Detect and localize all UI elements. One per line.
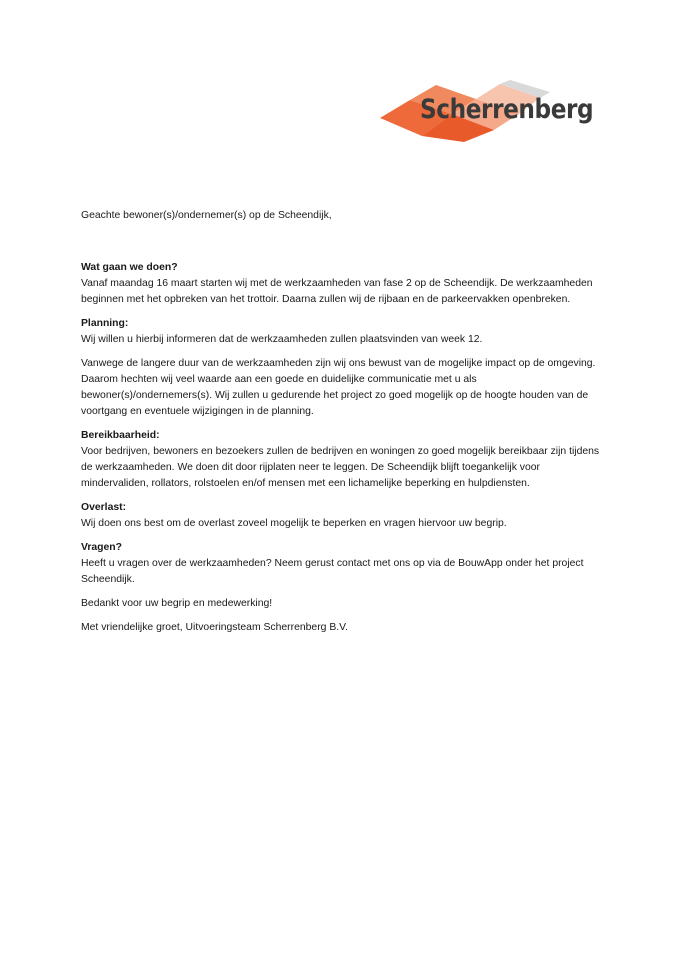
section-bereikbaarheid [81, 428, 601, 492]
section-heading: Planning: [81, 318, 129, 329]
thanks-line: Bedankt voor uw begrip en medewerking! [81, 598, 273, 609]
section-wat-gaan-we-doen [81, 260, 601, 308]
section-planning [81, 316, 601, 420]
logo-wordmark: Scherrenberg [420, 94, 594, 125]
salutation: Geachte bewoner(s)/ondernemer(s) op de Scheendijk, [81, 210, 332, 221]
section-paragraph: Wij willen u hierbij informeren dat de werkzaamheden zullen plaatsvinden van week 12. [81, 334, 483, 345]
closing-line: Met vriendelijke groet, Uitvoeringsteam Scherrenberg B.V. [81, 622, 349, 633]
letter-body [81, 208, 601, 644]
section-paragraph: Voor bedrijven, bewoners en bezoekers zullen de bedrijven en woningen zo goed mogelijk bereikbaar zijn tijdens de werkzaamheden. We doen dit door rijplaten neer te leggen. De Scheendijk blijft toegankelijk voor mindervaliden, rollators, rolstoelen en/of mensen met een lichamelijke beperking en hulpdiensten. [81, 446, 600, 489]
section-vragen [81, 540, 601, 588]
section-heading: Vragen? [81, 542, 122, 553]
section-overlast [81, 500, 601, 532]
section-paragraph: Vanwege de langere duur van de werkzaamheden zijn wij ons bewust van de mogelijke impact op de omgeving. Daarom hechten wij veel waarde aan een goede en duidelijke communicatie met u als bewoner(s)/ondernemers(s). Wij zullen u gedurende het project zo goed mogelijk op de hoogte houden van de voortgang en eventuele wijzigingen in de planning. [81, 358, 596, 417]
section-heading: Bereikbaarheid: [81, 430, 160, 441]
section-paragraph: Heeft u vragen over de werkzaamheden? Neem gerust contact met ons op via de BouwApp onder het project Scheendijk. [81, 558, 584, 585]
section-heading: Wat gaan we doen? [81, 262, 178, 273]
company-logo [380, 80, 594, 142]
section-heading: Overlast: [81, 502, 127, 513]
section-paragraph: Wij doen ons best om de overlast zoveel mogelijk te beperken en vragen hiervoor uw begrip. [81, 518, 507, 529]
section-paragraph: Vanaf maandag 16 maart starten wij met de werkzaamheden van fase 2 op de Scheendijk. De werkzaamheden beginnen met het opbreken van het trottoir. Daarna zullen wij de rijbaan en de parkeervakken openbreken. [81, 278, 593, 305]
